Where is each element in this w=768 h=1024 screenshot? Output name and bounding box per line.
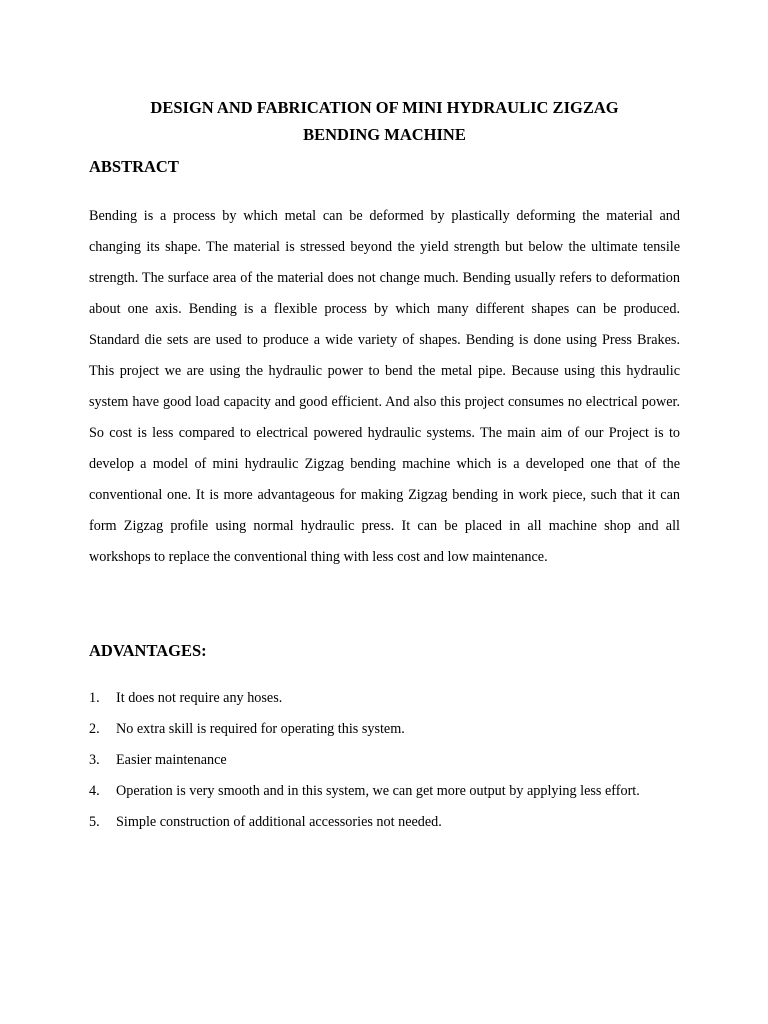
advantages-heading: ADVANTAGES: — [89, 641, 207, 660]
title-line-1: DESIGN AND FABRICATION OF MINI HYDRAULIC ZIGZAG — [150, 98, 619, 117]
title-line-2: BENDING MACHINE — [303, 125, 466, 144]
list-item-text: Simple construction of additional accessories not needed. — [116, 814, 442, 830]
abstract-paragraph: Bending is a process by which metal can be deformed by plastically deforming the material and changing its shape. The material is stressed beyond the yield strength but below the ultimate tensile strength. The surface area of the material does not change much. Bending usually refers to deformation about one axis. Bending is a flexible process by which many different shapes can be produced. Standard die sets are used to produce a wide variety of shapes. Bending is done using Press Brakes. This project we are using the hydraulic power to bend the metal pipe. Because using this hydraulic system have good load capacity and good efficient. And also this project consumes no electrical power. So cost is less compared to electrical powered hydraulic systems. The main aim of our Project is to develop a model of mini hydraulic Zigzag bending machine which is a developed one that of the conventional one. It is more advantageous for making Zigzag bending in work piece, such that it can form Zigzag profile using normal hydraulic press. It can be placed in all machine shop and all workshops to replace the conventional thing with less cost and low maintenance. — [89, 208, 680, 565]
list-item — [89, 683, 680, 714]
list-item — [89, 807, 680, 838]
list-item-number: 5. — [89, 814, 100, 830]
document-title — [89, 94, 680, 148]
list-item-number: 1. — [89, 690, 100, 706]
list-item-text: No extra skill is required for operating this system. — [116, 721, 405, 737]
list-item-number: 2. — [89, 721, 100, 737]
list-item — [89, 745, 680, 776]
list-item-text: Easier maintenance — [116, 752, 227, 768]
list-item-text: Operation is very smooth and in this system, we can get more output by applying less effort. — [116, 783, 640, 799]
list-item-number: 4. — [89, 783, 100, 799]
list-item — [89, 714, 680, 745]
advantages-list — [89, 683, 680, 838]
list-item-number: 3. — [89, 752, 100, 768]
list-item-text: It does not require any hoses. — [116, 690, 283, 706]
abstract-heading: ABSTRACT — [89, 157, 179, 176]
list-item — [89, 776, 680, 807]
